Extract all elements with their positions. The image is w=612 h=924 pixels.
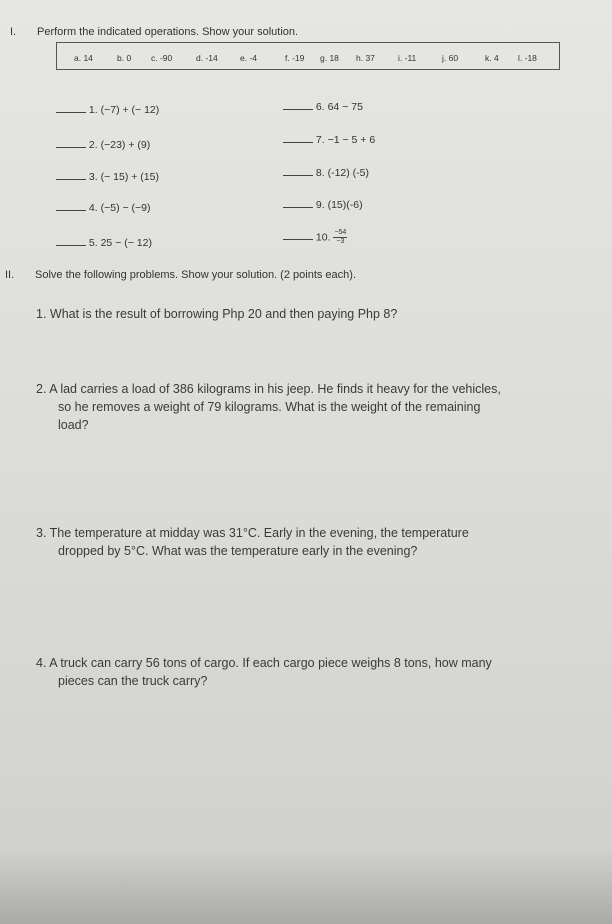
answer-blank[interactable] bbox=[56, 201, 86, 211]
item-9-text: 9. (15)(-6) bbox=[315, 199, 363, 211]
answer-blank[interactable] bbox=[283, 198, 313, 208]
fraction-denominator: −3 bbox=[336, 238, 345, 245]
item-2-text: 2. (−23) + (9) bbox=[88, 139, 151, 151]
problem-3-line-2: dropped by 5°C. What was the temperature early in the evening? bbox=[58, 544, 418, 558]
item-2 bbox=[56, 138, 150, 151]
item-6-text: 6. 64 − 75 bbox=[315, 101, 363, 113]
problem-4-line-2: pieces can the truck carry? bbox=[58, 674, 208, 688]
choice-e: e. -4 bbox=[240, 53, 258, 63]
choice-b: b. 0 bbox=[117, 53, 132, 63]
answer-blank[interactable] bbox=[56, 236, 86, 246]
section2-number: II. bbox=[5, 269, 15, 281]
answer-blank[interactable] bbox=[283, 230, 313, 240]
item-9 bbox=[283, 198, 363, 211]
choice-k: k. 4 bbox=[485, 53, 499, 63]
problem-1 bbox=[36, 305, 397, 323]
item-3-text: 3. (− 15) + (15) bbox=[88, 171, 159, 183]
choice-g: g. 18 bbox=[320, 53, 339, 63]
section1-instruction: Perform the indicated operations. Show your solution. bbox=[37, 26, 299, 38]
item-10-text: 10. bbox=[315, 231, 331, 244]
choice-f: f. -19 bbox=[285, 53, 305, 63]
item-5 bbox=[56, 236, 152, 249]
section2-instruction: Solve the following problems. Show your solution. (2 points each). bbox=[35, 269, 357, 281]
item-5-text: 5. 25 − (− 12) bbox=[88, 237, 152, 249]
page-shadow bbox=[0, 848, 612, 924]
problem-3-line-1: 3. The temperature at midday was 31°C. Early in the evening, the temperature bbox=[36, 526, 469, 540]
choice-l: l. -18 bbox=[518, 53, 537, 63]
item-4-text: 4. (−5) − (−9) bbox=[88, 202, 151, 214]
item-1-text: 1. (−7) + (− 12) bbox=[88, 104, 160, 116]
choice-d: d. -14 bbox=[196, 53, 218, 63]
problem-3 bbox=[36, 524, 469, 560]
problem-1-line-1: 1. What is the result of borrowing Php 20 and then paying Php 8? bbox=[36, 307, 398, 321]
item-3 bbox=[56, 170, 159, 183]
section1-number: I. bbox=[10, 26, 17, 38]
item-8-text: 8. (-12) (-5) bbox=[315, 167, 370, 179]
item-4 bbox=[56, 201, 151, 214]
item-6 bbox=[283, 100, 363, 113]
problem-2-line-1: 2. A lad carries a load of 386 kilograms in his jeep. He finds it heavy for the vehicles, bbox=[36, 382, 501, 396]
problem-2-line-2: so he removes a weight of 79 kilograms. What is the weight of the remaining bbox=[58, 400, 481, 414]
choice-c: c. -90 bbox=[151, 53, 173, 63]
item-7 bbox=[283, 133, 375, 146]
item-7-text: 7. −1 − 5 + 6 bbox=[315, 134, 376, 146]
answer-blank[interactable] bbox=[56, 170, 86, 180]
fraction-numerator: −54 bbox=[334, 229, 347, 236]
problem-2 bbox=[36, 380, 501, 434]
problem-4 bbox=[36, 654, 492, 690]
answer-blank[interactable] bbox=[56, 103, 86, 113]
answer-blank[interactable] bbox=[283, 100, 313, 110]
choice-i: i. -11 bbox=[398, 53, 417, 63]
item-8 bbox=[283, 166, 369, 179]
item-1 bbox=[56, 103, 159, 116]
answer-blank[interactable] bbox=[56, 138, 86, 148]
choice-j: j. 60 bbox=[442, 53, 459, 63]
item-10-fraction bbox=[333, 229, 347, 246]
problem-2-line-3: load? bbox=[58, 418, 89, 432]
item-10 bbox=[283, 229, 347, 246]
problem-4-line-1: 4. A truck can carry 56 tons of cargo. If each cargo piece weighs 8 tons, how many bbox=[36, 656, 492, 670]
answer-blank[interactable] bbox=[283, 133, 313, 143]
choice-h: h. 37 bbox=[356, 53, 375, 63]
answer-blank[interactable] bbox=[283, 166, 313, 176]
choice-a: a. 14 bbox=[74, 53, 93, 63]
